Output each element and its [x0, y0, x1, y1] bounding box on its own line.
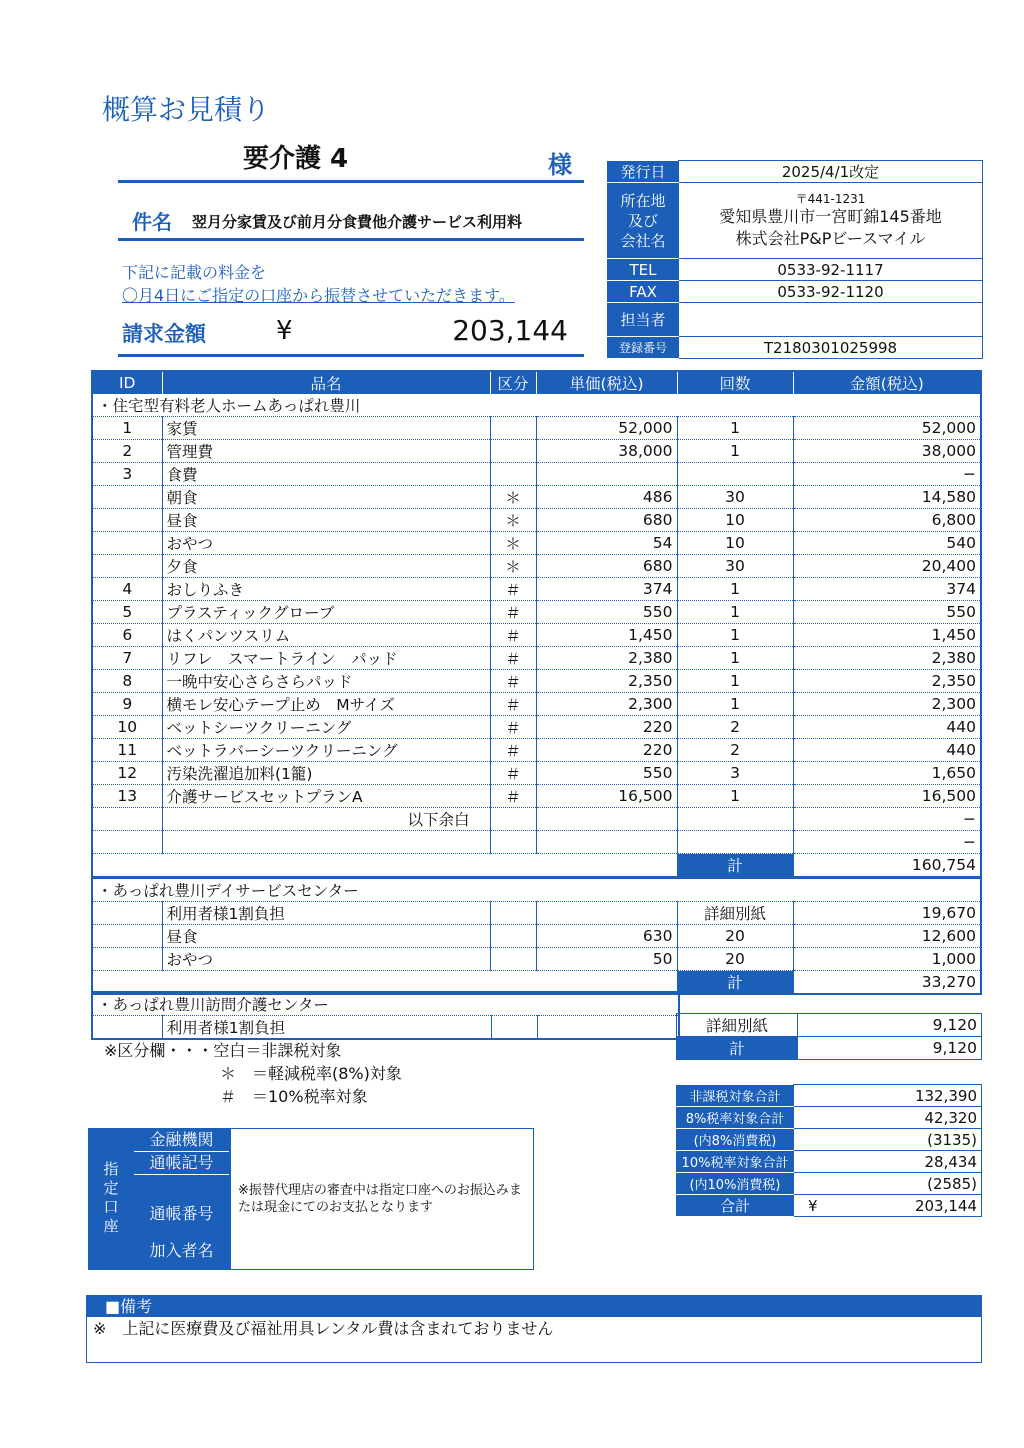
- table-row: [92, 948, 981, 971]
- section-title-row: [92, 394, 981, 417]
- row-amount: 374: [793, 578, 981, 601]
- row-count: 1: [677, 670, 793, 693]
- issuer-table: [607, 160, 983, 359]
- tax-summary-table: [676, 1084, 982, 1217]
- table-row: [92, 486, 981, 509]
- row-unit-price: 680: [536, 509, 677, 532]
- row-name: 朝食: [162, 486, 490, 509]
- row-unit-price: 374: [536, 578, 677, 601]
- row-name: 介護サービスセットプランA: [162, 785, 490, 808]
- table-row: [92, 601, 981, 624]
- row-id: 3: [92, 463, 162, 486]
- row-kubun: ＊: [490, 555, 536, 578]
- row-count: 1: [677, 693, 793, 716]
- row-amount: 1,000: [793, 948, 981, 971]
- table-row: [92, 808, 981, 831]
- bank-field-symbol: 通帳記号: [134, 1152, 229, 1175]
- tax-summary-value: 42,320: [794, 1107, 982, 1129]
- table-row: [92, 532, 981, 555]
- row-amount: 20,400: [793, 555, 981, 578]
- row-unit-price: 2,380: [536, 647, 677, 670]
- bank-field-number: 通帳番号: [134, 1197, 229, 1231]
- row-unit-price: 550: [536, 601, 677, 624]
- grand-total-value: 203,144: [914, 1196, 977, 1215]
- row-count: 2: [677, 739, 793, 762]
- bank-side-label-text: 指定口座: [101, 1161, 120, 1237]
- row-amount: 440: [793, 716, 981, 739]
- row-unit-price: [536, 808, 677, 831]
- registration-label: 登録番号: [608, 337, 679, 359]
- row-amount: −: [793, 808, 981, 831]
- remarks-text: ※ 上記に医療費及び福祉用具レンタル費は含まれておりません: [93, 1319, 554, 1338]
- row-count: 30: [677, 555, 793, 578]
- table-row: [92, 785, 981, 808]
- row-kubun: [490, 808, 536, 831]
- row-unit-price: 54: [536, 532, 677, 555]
- row-kubun: ＃: [490, 624, 536, 647]
- tax-summary-value: 132,390: [794, 1085, 982, 1107]
- row-id: 12: [92, 762, 162, 785]
- row-kubun: [491, 1016, 537, 1040]
- table-row: [92, 417, 981, 440]
- table-row: [92, 509, 981, 532]
- row-amount: 19,670: [793, 902, 981, 925]
- row-kubun: ＃: [490, 739, 536, 762]
- row-id: 11: [92, 739, 162, 762]
- bank-field-holder: 加入者名: [134, 1231, 229, 1270]
- grand-total-currency: ¥: [808, 1196, 818, 1215]
- row-amount: 1,450: [793, 624, 981, 647]
- tax-summary-value: (3135): [794, 1129, 982, 1151]
- row-kubun: ＃: [490, 716, 536, 739]
- homecare-total-label: 計: [677, 1037, 798, 1060]
- billing-label: 請求金額: [122, 322, 206, 346]
- tel-value: 0533-92-1117: [679, 259, 983, 281]
- row-count: 詳細別紙: [677, 902, 793, 925]
- row-unit-price: 486: [536, 486, 677, 509]
- tax-summary-value: 28,434: [794, 1151, 982, 1173]
- row-unit-price: 220: [536, 739, 677, 762]
- row-name: おやつ: [162, 532, 490, 555]
- address-value: [679, 183, 983, 259]
- row-name: 管理費: [162, 440, 490, 463]
- dayservice-table: [91, 877, 982, 995]
- row-kubun: [490, 440, 536, 463]
- row-count: 1: [677, 440, 793, 463]
- grand-total-label: 合計: [677, 1195, 794, 1217]
- row-unit-price: [536, 902, 677, 925]
- row-unit-price: 680: [536, 555, 677, 578]
- person-label: 担当者: [608, 303, 679, 337]
- row-kubun: [490, 948, 536, 971]
- table-row: [92, 463, 981, 486]
- recipient-name: 要介護 4: [243, 144, 349, 174]
- table-row: [92, 693, 981, 716]
- address-label-line2: 及び: [627, 211, 658, 230]
- tax-summary-row: [677, 1173, 982, 1195]
- address-label-line3: 会社名: [620, 231, 666, 250]
- row-unit-price: [536, 831, 677, 854]
- bank-fields: [134, 1128, 230, 1270]
- row-kubun: ＃: [490, 670, 536, 693]
- row-id: 1: [92, 417, 162, 440]
- row-amount: 38,000: [793, 440, 981, 463]
- row-count: 3: [677, 762, 793, 785]
- row-count: 10: [677, 532, 793, 555]
- row-amount: 2,300: [793, 693, 981, 716]
- row-count: 1: [677, 601, 793, 624]
- bank-note: ※振替代理店の審査中は指定口座へのお振込みまたは現金にてのお支払となります: [238, 1183, 522, 1215]
- row-id: 13: [92, 785, 162, 808]
- row-name: 利用者様1割負担: [162, 1016, 491, 1040]
- row-id: 4: [92, 578, 162, 601]
- table-row: [92, 440, 981, 463]
- row-kubun: ＃: [490, 601, 536, 624]
- row-amount: 6,800: [793, 509, 981, 532]
- row-name: 家賃: [162, 417, 490, 440]
- tax-summary-row: [677, 1085, 982, 1107]
- row-amount: 440: [793, 739, 981, 762]
- row-name: ベットシーツクリーニング: [162, 716, 490, 739]
- address-label-line1: 所在地: [620, 191, 666, 210]
- section2-title: ・あっぱれ豊川デイサービスセンター: [92, 878, 981, 902]
- homecare-table: [91, 991, 680, 1040]
- row-count: 10: [677, 509, 793, 532]
- row-amount: −: [793, 463, 981, 486]
- row-amount: 14,580: [793, 486, 981, 509]
- row-unit-price: 16,500: [536, 785, 677, 808]
- row-kubun: ＃: [490, 785, 536, 808]
- row-id: [92, 925, 162, 948]
- row-id: [92, 555, 162, 578]
- row-name: リフレ スマートライン パッド: [162, 647, 490, 670]
- tax-summary-value: (2585): [794, 1173, 982, 1195]
- tel-label: TEL: [608, 259, 679, 281]
- row-count: [677, 808, 793, 831]
- billing-amount: 203,144: [452, 314, 568, 347]
- total-spacer: [92, 854, 677, 878]
- row-id: [92, 831, 162, 854]
- row-id: 9: [92, 693, 162, 716]
- table-row: [92, 831, 981, 854]
- table-row: [92, 578, 981, 601]
- row-kubun: ＊: [490, 486, 536, 509]
- table-row: [92, 762, 981, 785]
- row-amount: 2,350: [793, 670, 981, 693]
- address-text: 愛知県豊川市一宮町錦145番地: [719, 206, 942, 226]
- row-kubun: ＃: [490, 647, 536, 670]
- row-count: 30: [677, 486, 793, 509]
- table-row: [92, 555, 981, 578]
- header-id: ID: [92, 371, 162, 394]
- recipient-underline: [118, 180, 584, 183]
- fax-label: FAX: [608, 281, 679, 303]
- row-count: 1: [677, 647, 793, 670]
- document-title: 概算お見積り: [102, 93, 271, 126]
- grand-total-cell: [794, 1195, 982, 1217]
- row-unit-price: 2,300: [536, 693, 677, 716]
- row-amount: 550: [793, 601, 981, 624]
- row-name: [162, 831, 490, 854]
- table-row: [92, 902, 981, 925]
- row-amount: −: [793, 831, 981, 854]
- section-title-row: [92, 878, 981, 902]
- section-title-row: [92, 992, 679, 1016]
- row-name: 横モレ安心テープ止め Mサイズ: [162, 693, 490, 716]
- tax-summary-label: (内10%消費税): [677, 1173, 794, 1195]
- row-unit-price: 220: [536, 716, 677, 739]
- row-id: [92, 1016, 162, 1040]
- table-header-row: [92, 371, 981, 394]
- row-name: プラスティックグローブ: [162, 601, 490, 624]
- row-kubun: ＊: [490, 509, 536, 532]
- tax-summary-label: 8%税率対象合計: [677, 1107, 794, 1129]
- row-kubun: [490, 902, 536, 925]
- legend-line3: ＃ ＝10%税率対象: [220, 1087, 368, 1106]
- table-row: [92, 1016, 679, 1040]
- row-amount: 2,380: [793, 647, 981, 670]
- row-unit-price: 38,000: [536, 440, 677, 463]
- total-row: [92, 854, 981, 878]
- row-unit-price: 52,000: [536, 417, 677, 440]
- row-kubun: [490, 417, 536, 440]
- table-row: [92, 624, 981, 647]
- row-count: 2: [677, 716, 793, 739]
- row-name: 一晩中安心さらさらパッド: [162, 670, 490, 693]
- row-id: [92, 808, 162, 831]
- row-id: 8: [92, 670, 162, 693]
- header-kubun: 区分: [490, 371, 536, 394]
- row-unit-price: [536, 463, 677, 486]
- row-name: 食費: [162, 463, 490, 486]
- section1-title: ・住宅型有料老人ホームあっぱれ豊川: [92, 394, 981, 417]
- registration-value: T2180301025998: [679, 337, 983, 359]
- row-count: 1: [677, 785, 793, 808]
- row-name: 夕食: [162, 555, 490, 578]
- row-count: 1: [677, 578, 793, 601]
- fax-value: 0533-92-1120: [679, 281, 983, 303]
- row-name: ベットラバーシーツクリーニング: [162, 739, 490, 762]
- row-unit-price: 630: [536, 925, 677, 948]
- row-amount: 12,600: [793, 925, 981, 948]
- row-unit-price: 50: [536, 948, 677, 971]
- tax-summary-row: [677, 1129, 982, 1151]
- row-count: 20: [677, 948, 793, 971]
- row-amount: 540: [793, 532, 981, 555]
- bank-side-label: [88, 1128, 134, 1270]
- homecare-amount: 9,120: [798, 1014, 982, 1037]
- row-name: 利用者様1割負担: [162, 902, 490, 925]
- header-amount: 金額(税込): [793, 371, 981, 394]
- row-id: 6: [92, 624, 162, 647]
- header-count: 回数: [677, 371, 793, 394]
- remarks-box: [86, 1295, 982, 1363]
- header-unit-price: 単価(税込): [536, 371, 677, 394]
- row-kubun: [490, 925, 536, 948]
- bank-field-spacer: [134, 1175, 229, 1197]
- row-kubun: ＃: [490, 578, 536, 601]
- row-id: 5: [92, 601, 162, 624]
- section1-total: 160,754: [793, 854, 981, 878]
- subject-text: 翌月分家賃及び前月分食費他介護サービス利用料: [192, 213, 523, 231]
- remainder-label: 以下余白: [162, 808, 490, 831]
- person-value: [679, 303, 983, 337]
- row-count: [677, 463, 793, 486]
- homecare-count: 詳細別紙: [677, 1014, 798, 1037]
- row-id: 2: [92, 440, 162, 463]
- legend-line2: ＊ ＝軽減税率(8%)対象: [220, 1064, 402, 1083]
- tax-summary-label: (内8%消費税): [677, 1129, 794, 1151]
- row-name: おやつ: [162, 948, 490, 971]
- row-id: [92, 532, 162, 555]
- table-row: [92, 739, 981, 762]
- section1-total-label: 計: [677, 854, 793, 878]
- remarks-label: ■備考: [87, 1296, 981, 1317]
- tax-summary-row: [677, 1107, 982, 1129]
- table-row: [92, 647, 981, 670]
- row-unit-price: 1,450: [536, 624, 677, 647]
- row-kubun: [490, 831, 536, 854]
- row-id: [92, 486, 162, 509]
- row-count: 20: [677, 925, 793, 948]
- notice-line2: 〇月4日にご指定の口座から振替させていただきます。: [122, 286, 515, 305]
- table-row: [92, 670, 981, 693]
- row-name: 昼食: [162, 925, 490, 948]
- section3-title: ・あっぱれ豊川訪問介護センター: [92, 992, 679, 1016]
- subject-label: 件名: [132, 210, 172, 234]
- row-name: 昼食: [162, 509, 490, 532]
- bank-note-box: [230, 1128, 534, 1270]
- tax-summary-row: [677, 1151, 982, 1173]
- row-id: [92, 948, 162, 971]
- header-name: 品名: [162, 371, 490, 394]
- table-row: [92, 716, 981, 739]
- row-id: [92, 509, 162, 532]
- row-amount: 1,650: [793, 762, 981, 785]
- issue-date-value: 2025/4/1改定: [679, 161, 983, 183]
- row-count: 1: [677, 624, 793, 647]
- row-unit-price: 2,350: [536, 670, 677, 693]
- row-kubun: [490, 463, 536, 486]
- tax-summary-label: 10%税率対象合計: [677, 1151, 794, 1173]
- row-id: 10: [92, 716, 162, 739]
- bank-field-institution: 金融機関: [134, 1129, 229, 1152]
- section2-total-label: 計: [677, 971, 793, 995]
- row-unit-price: 550: [536, 762, 677, 785]
- row-amount: 52,000: [793, 417, 981, 440]
- items-table: [91, 370, 982, 878]
- subject-underline: [118, 238, 584, 241]
- company-name: 株式会社P&Pビースマイル: [735, 228, 926, 248]
- row-name: はくパンツスリム: [162, 624, 490, 647]
- row-count: 1: [677, 417, 793, 440]
- homecare-total: 9,120: [798, 1037, 982, 1060]
- notice-line1: 下記に記載の料金を: [122, 263, 267, 282]
- row-kubun: ＊: [490, 532, 536, 555]
- row-id: 7: [92, 647, 162, 670]
- table-row: [92, 925, 981, 948]
- issue-date-label: 発行日: [608, 161, 679, 183]
- row-id: [92, 902, 162, 925]
- row-kubun: ＃: [490, 762, 536, 785]
- address-label: [608, 183, 679, 259]
- row-amount: 16,500: [793, 785, 981, 808]
- legend-line1: ※区分欄・・・空白＝非課税対象: [104, 1041, 342, 1060]
- homecare-amounts: [676, 1013, 982, 1060]
- postal-code: 〒441-1231: [795, 191, 866, 206]
- row-unit: [538, 1016, 680, 1040]
- tax-summary-label: 非課税対象合計: [677, 1085, 794, 1107]
- row-name: おしりふき: [162, 578, 490, 601]
- row-count: [677, 831, 793, 854]
- row-name: 汚染洗濯追加料(1籠): [162, 762, 490, 785]
- billing-underline: [118, 354, 584, 357]
- recipient-honorific: 様: [548, 151, 572, 179]
- billing-currency: ¥: [276, 316, 293, 346]
- section2-total: 33,270: [793, 971, 981, 995]
- row-kubun: ＃: [490, 693, 536, 716]
